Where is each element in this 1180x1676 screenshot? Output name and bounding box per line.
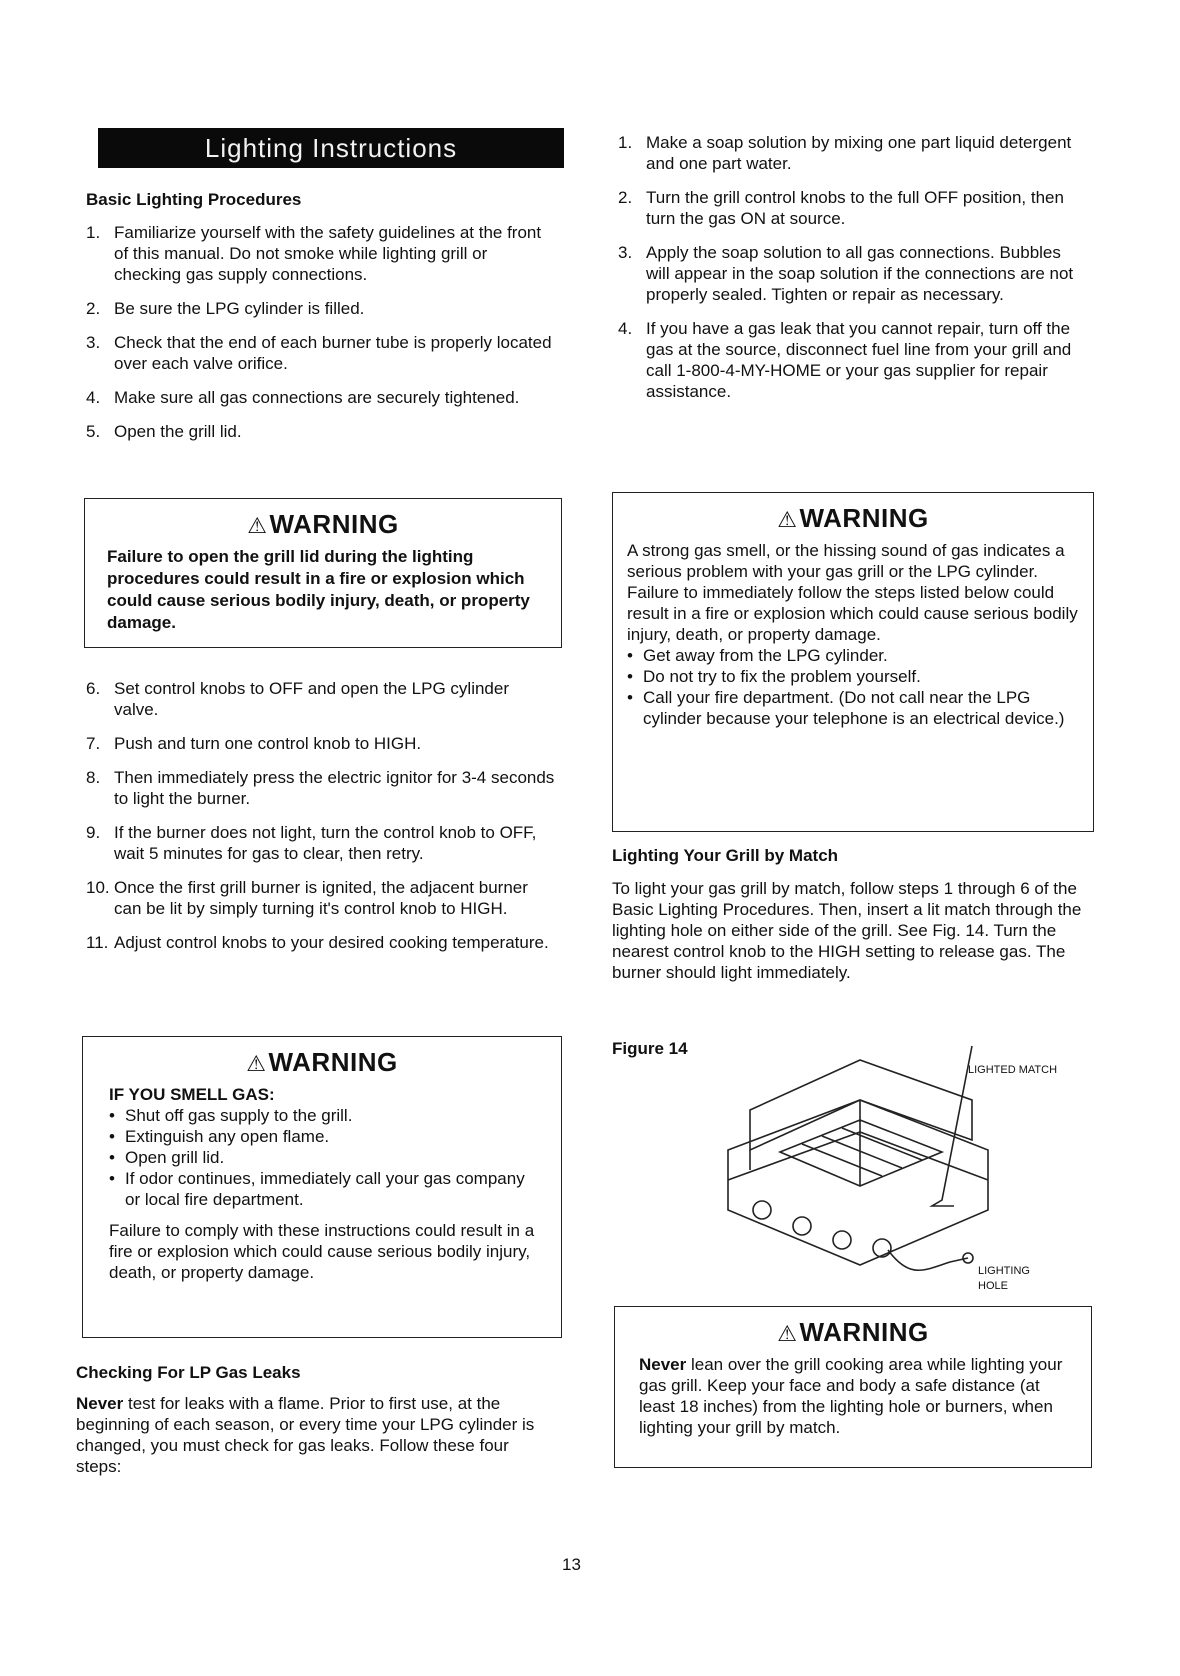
callout-lighting-hole-1: LIGHTING [978, 1265, 1030, 1277]
control-knob [793, 1217, 811, 1235]
warning-lead: IF YOU SMELL GAS: [109, 1085, 275, 1104]
warning-triangle-icon: ⚠ [777, 1321, 798, 1346]
leak-steps-list [618, 132, 1088, 415]
step-item [86, 733, 556, 754]
bullet-icon: • [109, 1169, 115, 1188]
leaks-heading: Checking For LP Gas Leaks [76, 1363, 301, 1382]
bullet-item [627, 645, 1079, 666]
bullet-text: Get away from the LPG cylinder. [643, 646, 888, 665]
step-item [86, 387, 556, 408]
bullet-text: Shut off gas supply to the grill. [125, 1106, 353, 1125]
warning-box-smell-gas [82, 1036, 562, 1338]
step-item [86, 767, 556, 809]
step-text: If you have a gas leak that you cannot repair, turn off the gas at the source, disconnect fuel line from your grill and call 1-800-4-MY-HOME or your gas supplier for repair assistance. [646, 319, 1072, 401]
control-knob [753, 1201, 771, 1219]
step-item [86, 298, 556, 319]
step-number: 3. [86, 333, 101, 352]
step-item [618, 187, 1088, 229]
step-item [86, 678, 556, 720]
bullet-item [109, 1105, 535, 1126]
bullet-icon: • [627, 646, 633, 665]
step-number: 3. [618, 243, 633, 262]
step-number: 2. [618, 188, 633, 207]
bullet-item [109, 1168, 535, 1210]
step-item [86, 877, 556, 919]
leaks-paragraph: Never test for leaks with a flame. Prior to first use, at the beginning of each season, or every time your LPG cylinder is changed, you must check for gas leaks. Follow these four steps: [76, 1394, 535, 1476]
warning-triangle-icon: ⚠ [246, 1051, 267, 1076]
warning-triangle-icon: ⚠ [777, 507, 798, 532]
basic-steps-list [86, 222, 556, 455]
step-item [618, 318, 1088, 402]
bullet-text: Do not try to fix the problem yourself. [643, 667, 921, 686]
warning-body: A strong gas smell, or the hissing sound of gas indicates a serious problem with your gas grill or the LPG cylinder. Failure to immediately follow the steps listed below could result in a fire or explosion which could cause serious bodily injury, death, or property damage. [627, 541, 1078, 644]
step-text: Adjust control knobs to your desired cooking temperature. [114, 933, 549, 952]
warning-body: Never lean over the grill cooking area while lighting your gas grill. Keep your face and body a safe distance (at least 18 inches) from the lighting hole or burners, when lighting your grill by match. [639, 1355, 1063, 1437]
bullet-icon: • [109, 1148, 115, 1167]
bullet-icon: • [109, 1127, 115, 1146]
step-text: Make sure all gas connections are securely tightened. [114, 388, 520, 407]
control-knob [833, 1231, 851, 1249]
step-number: 9. [86, 823, 101, 842]
warning-box-gas-smell [612, 492, 1094, 832]
grill-illustration [710, 1040, 1010, 1300]
warning-body: Failure to comply with these instructions could result in a fire or explosion which could cause serious bodily injury, death, or property damage. [109, 1221, 535, 1282]
grill-firebox [728, 1100, 988, 1265]
warning-bullets [109, 1105, 535, 1210]
step-number: 5. [86, 422, 101, 441]
control-knob [873, 1239, 891, 1257]
page-number: 13 [562, 1555, 581, 1574]
bullet-text: Call your fire department. (Do not call near the LPG cylinder because your telephone is an electrical device.) [643, 688, 1065, 728]
step-number: 8. [86, 768, 101, 787]
step-number: 7. [86, 734, 101, 753]
warning-title: ⚠WARNING [246, 1047, 398, 1077]
lighted-match-callout-line [932, 1046, 972, 1206]
step-text: Then immediately press the electric ignitor for 3-4 seconds to light the burner. [114, 768, 555, 808]
bullet-text: Extinguish any open flame. [125, 1127, 330, 1146]
warning-title: ⚠WARNING [777, 1317, 929, 1347]
warning-box-match [614, 1306, 1092, 1468]
section-title: Lighting Instructions [98, 128, 564, 168]
step-number: 11. [86, 933, 109, 952]
step-text: Be sure the LPG cylinder is filled. [114, 299, 365, 318]
step-item [618, 242, 1088, 305]
step-text: Apply the soap solution to all gas connections. Bubbles will appear in the soap solution if the connections are not properly sealed. Tighten or repair as necessary. [646, 243, 1074, 304]
step-item [86, 332, 556, 374]
figure-label: Figure 14 [612, 1039, 688, 1058]
bullet-text: Open grill lid. [125, 1148, 225, 1167]
step-number: 4. [618, 319, 633, 338]
bullet-item [627, 687, 1079, 729]
match-heading: Lighting Your Grill by Match [612, 846, 839, 865]
warning-triangle-icon: ⚠ [247, 513, 268, 538]
callout-lighting-hole-2: HOLE [978, 1280, 1008, 1292]
bullet-item [627, 666, 1079, 687]
warning-bullets [627, 645, 1079, 729]
match-paragraph: To light your gas grill by match, follow steps 1 through 6 of the Basic Lighting Procedures. Then, insert a lit match through the lighting hole on either side of the grill. See Fig. 14. Turn the nearest control knob to the HIGH setting to release gas. The burner should light immediately. [612, 879, 1082, 982]
step-number: 4. [86, 388, 101, 407]
step-item [618, 132, 1088, 174]
bullet-icon: • [627, 688, 633, 707]
step-text: Push and turn one control knob to HIGH. [114, 734, 422, 753]
step-number: 1. [86, 223, 101, 242]
step-number: 1. [618, 133, 633, 152]
basic-procedures-heading: Basic Lighting Procedures [86, 190, 302, 209]
callout-lighted-match: LIGHTED MATCH [968, 1064, 1058, 1076]
step-text: Check that the end of each burner tube is properly located over each valve orifice. [114, 333, 552, 373]
step-item [86, 421, 556, 442]
grill-hood [750, 1060, 972, 1150]
step-text: If the burner does not light, turn the control knob to OFF, wait 5 minutes for gas to clear, then retry. [114, 823, 537, 863]
bullet-item [109, 1147, 535, 1168]
step-text: Set control knobs to OFF and open the LPG cylinder valve. [114, 679, 509, 719]
step-item [86, 822, 556, 864]
step-item [86, 222, 556, 285]
step-number: 6. [86, 679, 101, 698]
bullet-icon: • [109, 1106, 115, 1125]
step-number: 2. [86, 299, 101, 318]
step-text: Once the first grill burner is ignited, the adjacent burner can be lit by simply turning it's control knob to HIGH. [114, 878, 528, 918]
warning-box-lid [84, 498, 562, 648]
warning-title: ⚠WARNING [777, 503, 929, 533]
warning-body: Failure to open the grill lid during the lighting procedures could result in a fire or explosion which could cause serious bodily injury, death, or property damage. [107, 547, 530, 632]
step-item [86, 932, 556, 953]
step-text: Open the grill lid. [114, 422, 242, 441]
step-number: 10. [86, 878, 110, 897]
step-text: Turn the grill control knobs to the full OFF position, then turn the gas ON at source. [646, 188, 1064, 228]
bullet-item [109, 1126, 535, 1147]
basic-steps-list-cont [86, 678, 556, 966]
step-text: Familiarize yourself with the safety guidelines at the front of this manual. Do not smoke while lighting grill or checking gas supply connections. [114, 223, 542, 284]
bullet-icon: • [627, 667, 633, 686]
step-text: Make a soap solution by mixing one part liquid detergent and one part water. [646, 133, 1072, 173]
warning-title: ⚠WARNING [247, 509, 399, 539]
bullet-text: If odor continues, immediately call your gas company or local fire department. [125, 1169, 525, 1209]
